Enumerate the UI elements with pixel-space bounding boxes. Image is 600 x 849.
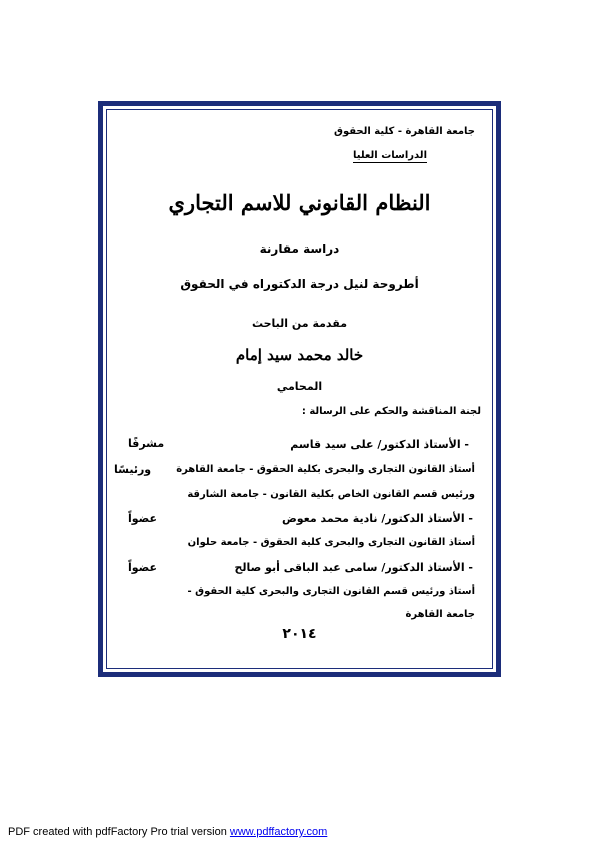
committee-member-role: ورئيسًا <box>114 463 152 476</box>
committee-member-name: - الأستاذ الدكتور/ سامى عبد الباقى أبو صالح <box>234 561 473 574</box>
committee-member-affiliation: أستاذ ورئيس قسم القانون التجارى والبحرى كلية الحقوق - <box>187 586 475 597</box>
graduate-studies: الدراسات العليا <box>352 150 427 161</box>
committee-member-role: عضواً <box>128 512 158 525</box>
committee-member-affiliation: جامعة القاهرة <box>405 609 475 620</box>
committee-label: لجنة المناقشة والحكم على الرسالة : <box>301 406 481 417</box>
committee-member-role: مشرفًا <box>128 437 165 450</box>
document-page <box>112 112 487 662</box>
year: ٢٠١٤ <box>282 626 317 642</box>
university-faculty: جامعة القاهرة - كلية الحقوق <box>334 126 475 137</box>
committee-member-affiliation: ورئيس قسم القانون الخاص بكلية القانون - جامعة الشارقة <box>187 489 475 500</box>
committee-member-affiliation: أستاذ القانون التجارى والبحرى كلية الحقوق - جامعة حلوان <box>187 537 475 548</box>
footer-link[interactable]: www.pdffactory.com <box>229 826 328 838</box>
thesis-purpose: أطروحة لنيل درجة الدكتوراه في الحقوق <box>180 277 419 291</box>
author-name: خالد محمد سيد إمام <box>235 346 364 364</box>
committee-member-name: - الأستاذ الدكتور/ على سيد قاسم <box>290 438 469 451</box>
document-subtitle: دراسة مقارنة <box>259 242 340 256</box>
author-profession: المحامي <box>276 380 323 393</box>
document-title: النظام القانوني للاسم التجاري <box>168 190 431 215</box>
footer-text: PDF created with pdfFactory Pro trial version <box>8 826 230 838</box>
pdf-footer <box>8 826 327 838</box>
committee-member-affiliation: أستاذ القانون التجارى والبحرى بكلية الحقوق - جامعة القاهرة <box>176 464 475 475</box>
committee-member-name: - الأستاذ الدكتور/ نادية محمد معوض <box>281 512 473 525</box>
committee-member-role: عضواً <box>128 561 158 574</box>
presented-by-label: مقدمة من الباحث <box>251 317 348 330</box>
